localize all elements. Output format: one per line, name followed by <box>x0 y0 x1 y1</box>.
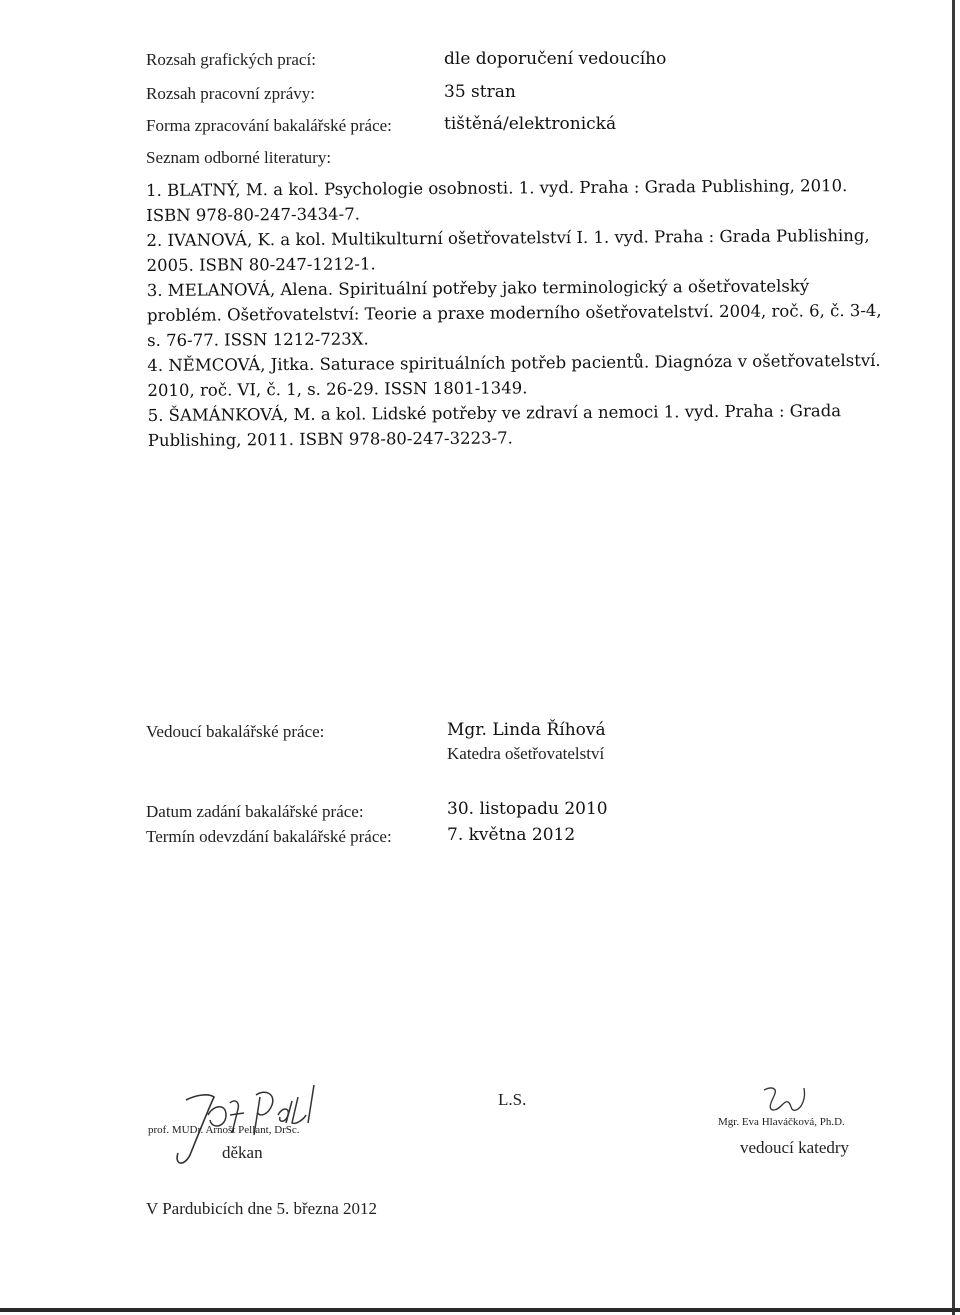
supervisor-label: Vedoucí bakalářské práce: <box>146 722 325 741</box>
literature-label: Seznam odborné literatury: <box>146 148 332 167</box>
bibliography-list <box>146 173 888 453</box>
place-date: V Pardubicích dne 5. března 2012 <box>146 1199 378 1218</box>
seal-mark: L.S. <box>498 1090 527 1109</box>
graphic-works-label: Rozsah grafických prací: <box>146 50 316 69</box>
bibliography-item: 5. ŠAMÁNKOVÁ, M. a kol. Lidské potřeby ve zdraví a nemoci 1. vyd. Praha : Grada Publishing, 2011. ISBN 978-80-247-3223-7. <box>147 401 842 450</box>
bibliography-item: 3. MELANOVÁ, Alena. Spirituální potřeby jako terminologický a ošetřovatelský problém. Ošetřovatelství: Teorie a praxe moderního ošetřovatelství. 2004, roč. 6, č. 3-4, s. 76-77. ISSN 1212-723X. <box>146 276 882 350</box>
thesis-form-label: Forma zpracování bakalářské práce: <box>146 116 392 135</box>
bibliography-item: 2. IVANOVÁ, K. a kol. Multikulturní ošetřovatelství I. 1. vyd. Praha : Grada Publishing, 2005. ISBN 80-247-1212-1. <box>146 225 870 275</box>
supervisor-name: Mgr. Linda Říhová <box>447 720 606 740</box>
dean-name: prof. MUDr. Arnošt Pellant, DrSc. <box>148 1124 300 1136</box>
dean-title: děkan <box>222 1143 263 1162</box>
graphic-works-value: dle doporučení vedoucího <box>444 49 667 69</box>
submission-date-label: Termín odevzdání bakalářské práce: <box>146 827 392 846</box>
report-length-value: 35 stran <box>444 82 516 102</box>
bibliography-item: 1. BLATNÝ, M. a kol. Psychologie osobnosti. 1. vyd. Praha : Grada Publishing, 2010. ISBN 978-80-247-3434-7. <box>146 176 848 225</box>
assignment-date-label: Datum zadání bakalářské práce: <box>146 802 364 821</box>
dean-handwritten-signature <box>168 1075 388 1170</box>
supervisor-department: Katedra ošetřovatelství <box>447 744 605 763</box>
assignment-date-value: 30. listopadu 2010 <box>447 799 608 819</box>
report-length-label: Rozsah pracovní zprávy: <box>146 84 315 103</box>
scan-edge-bottom <box>0 1308 960 1312</box>
thesis-form-value: tištěná/elektronická <box>444 114 617 134</box>
submission-date-value: 7. května 2012 <box>447 825 576 845</box>
head-name: Mgr. Eva Hlaváčková, Ph.D. <box>718 1116 845 1128</box>
scan-edge-right <box>952 0 955 1315</box>
bibliography-item: 4. NĚMCOVÁ, Jitka. Saturace spirituálních potřeb pacientů. Diagnóza v ošetřovatelství. 2010, roč. VI, č. 1, s. 26-29. ISSN 1801-1349. <box>147 350 881 400</box>
head-title: vedoucí katedry <box>740 1138 850 1157</box>
